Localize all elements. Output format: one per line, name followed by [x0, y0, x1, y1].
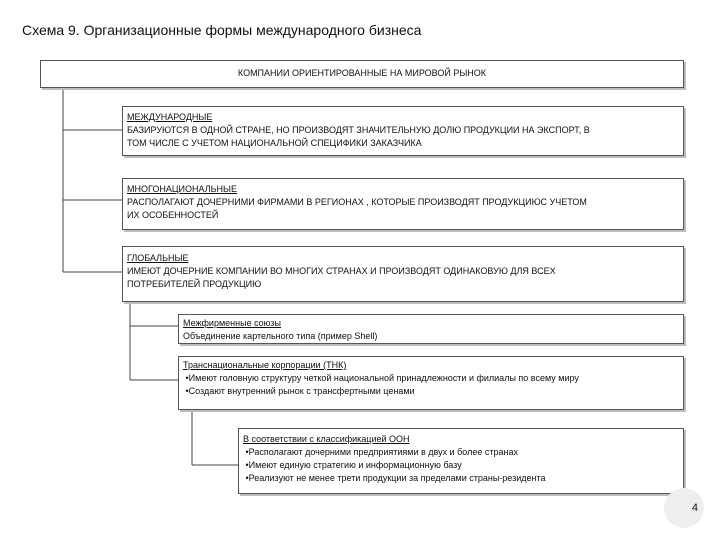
root-box [40, 60, 684, 88]
global-heading: ГЛОБАЛЬНЫЕ [127, 253, 189, 263]
tnc-bullet-1: •Имеют головную структуру четкой национальной принадлежности и филиалы по всему миру [183, 373, 579, 383]
page-number: 4 [664, 488, 704, 528]
international-heading: МЕЖДУНАРОДНЫЕ [127, 112, 213, 122]
tnc-bullet-1-text: Имеют головную структуру четкой национальной принадлежности и филиалы по всему миру [188, 373, 579, 383]
tnc-heading: Транснациональные корпорации (ТНК) [183, 360, 347, 370]
page-title: Схема 9. Организационные формы международного бизнеса [22, 22, 422, 38]
tnc-bullet-2: •Создают внутренний рынок с трансфертными ценами [183, 386, 415, 396]
tnc-bullet-2-text: Создают внутренний рынок с трансфертными ценами [188, 386, 415, 396]
root-label: КОМПАНИИ ОРИЕНТИРОВАННЫЕ НА МИРОВОЙ РЫНОК [237, 68, 487, 78]
multinational-line-2: ИХ ОСОБЕННОСТЕЙ [127, 210, 219, 220]
un-bullet-2-text: Имеют единую стратегию и информационную базу [248, 460, 462, 470]
multinational-line-1: РАСПОЛАГАЮТ ДОЧЕРНИМИ ФИРМАМИ В РЕГИОНАХ , КОТОРЫЕ ПРОИЗВОДЯТ ПРОДУКЦИЮС УЧЕТОМ [127, 197, 587, 207]
un-bullet-3: •Реализуют не менее трети продукции за пределами страны-резидента [243, 473, 546, 483]
international-line-2: ТОМ ЧИСЛЕ С УЧЕТОМ НАЦИОНАЛЬНОЙ СПЕЦИФИКИ ЗАКАЗЧИКА [127, 138, 422, 148]
alliances-box [178, 314, 684, 344]
un-bullet-1: •Располагают дочерними предприятиями в двух и более странах [243, 447, 518, 457]
alliances-line-1: Объединение картельного типа (пример Shell) [183, 331, 378, 341]
un-box [238, 428, 684, 494]
un-heading: В соответствии с классификацией ООН [243, 434, 410, 444]
global-line-2: ПОТРЕБИТЕЛЕЙ ПРОДУКЦИЮ [127, 279, 262, 289]
international-box [122, 106, 684, 156]
un-bullet-3-text: Реализуют не менее трети продукции за пределами страны-резидента [248, 473, 546, 483]
global-line-1: ИМЕЮТ ДОЧЕРНИЕ КОМПАНИИ ВО МНОГИХ СТРАНАХ И ПРОИЗВОДЯТ ОДИНАКОВУЮ ДЛЯ ВСЕХ [127, 266, 556, 276]
tnc-box [178, 356, 684, 410]
un-bullet-1-text: Располагают дочерними предприятиями в двух и более странах [248, 447, 518, 457]
un-bullet-2: •Имеют единую стратегию и информационную базу [243, 460, 462, 470]
multinational-heading: МНОГОНАЦИОНАЛЬНЫЕ [127, 184, 237, 194]
alliances-heading: Межфирменные союзы [183, 318, 282, 328]
international-line-1: БАЗИРУЮТСЯ В ОДНОЙ СТРАНЕ, НО ПРОИЗВОДЯТ ЗНАЧИТЕЛЬНУЮ ДОЛЮ ПРОДУКЦИИ НА ЭКСПОРТ, В [127, 125, 590, 135]
global-box [122, 246, 684, 302]
multinational-box [122, 178, 684, 230]
